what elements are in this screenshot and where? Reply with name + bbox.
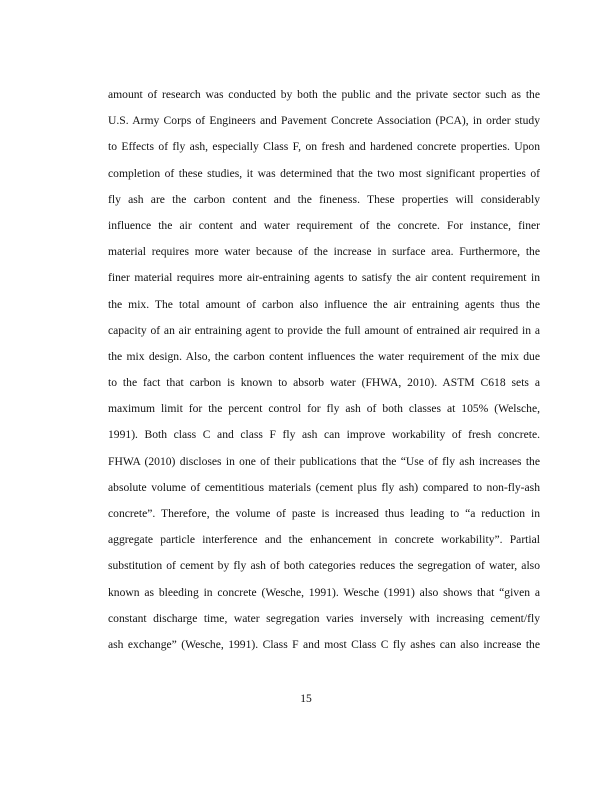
text-line: absolute volume of cementitious materials (cement plus fly ash) compared to non-fly-ash	[108, 480, 540, 494]
text-line: the mix. The total amount of carbon also influence the air entraining agents thus the	[108, 297, 540, 311]
text-line: 1991). Both class C and class F fly ash can improve workability of fresh concrete.	[108, 428, 540, 442]
text-line: known as bleeding in concrete (Wesche, 1991). Wesche (1991) also shows that “given a	[108, 585, 540, 599]
text-line: material requires more water because of the increase in surface area. Furthermore, the	[108, 245, 540, 259]
text-line: fly ash are the carbon content and the fineness. These properties will considerably	[108, 192, 540, 206]
text-line: influence the air content and water requirement of the concrete. For instance, finer	[108, 218, 540, 232]
text-line: to the fact that carbon is known to absorb water (FHWA, 2010). ASTM C618 sets a	[108, 376, 540, 390]
text-line: the mix design. Also, the carbon content influences the water requirement of the mix due	[108, 349, 540, 363]
text-line: aggregate particle interference and the enhancement in concrete workability”. Partial	[108, 533, 540, 547]
text-line: substitution of cement by fly ash of both categories reduces the segregation of water, also	[108, 559, 540, 573]
text-line: to Effects of fly ash, especially Class F, on fresh and hardened concrete properties. Upon	[108, 140, 540, 154]
text-line: maximum limit for the percent control for fly ash of both classes at 105% (Welsche,	[108, 402, 540, 416]
text-line: constant discharge time, water segregation varies inversely with increasing cement/fly	[108, 611, 540, 625]
text-line: FHWA (2010) discloses in one of their publications that the “Use of fly ash increases the	[108, 454, 540, 468]
text-line: finer material requires more air-entraining agents to satisfy the air content requirement in	[108, 271, 540, 285]
text-line: completion of these studies, it was determined that the two most significant properties of	[108, 166, 540, 180]
body-paragraph	[108, 82, 540, 658]
text-line: ash exchange” (Wesche, 1991). Class F and most Class C fly ashes can also increase the	[108, 637, 540, 651]
text-line: capacity of an air entraining agent to provide the full amount of entrained air required in a	[108, 323, 540, 337]
page-number: 15	[300, 692, 312, 705]
text-line: U.S. Army Corps of Engineers and Pavement Concrete Association (PCA), in order study	[108, 114, 540, 128]
text-line: amount of research was conducted by both the public and the private sector such as the	[108, 88, 540, 101]
text-line: concrete”. Therefore, the volume of paste is increased thus leading to “a reduction in	[108, 507, 540, 520]
